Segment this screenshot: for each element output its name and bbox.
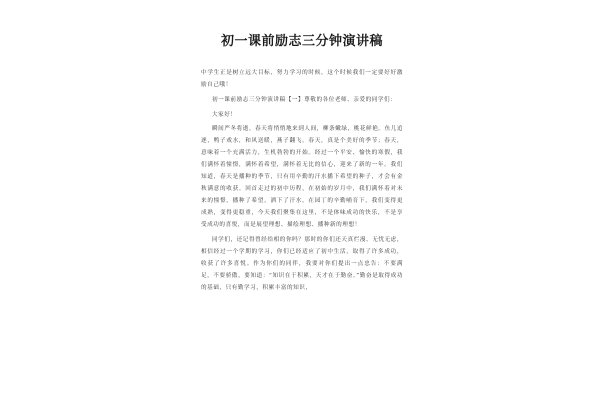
intro-paragraph: 中学生正是树立远大目标，努力学习的时候，这个时候我们一定要好好激励自己哦！ xyxy=(201,70,403,88)
greeting-paragraph: 大家好！ xyxy=(212,112,237,118)
document-body xyxy=(201,30,403,297)
body-paragraph: 同学们，还记得曾经给相的你吗？那时的你们还天真烂漫、无忧无虑，相信经过一个学期的学习，你们已经适应了初中生活，取得了许多成功，收获了许多喜悦。作为你们的同伴，我要对你们提出一点忠告：不要满足，不要骄傲，要知道：“知识在于积累，天才在于勤奋。”勤奋是取得成功的基础，只有勤学习，积累丰富的知识， xyxy=(201,237,403,291)
document-title: 初一课前励志三分钟演讲稿 xyxy=(220,34,383,49)
speech-heading-paragraph: 初一课前励志三分钟演讲稿【一】尊敬的各位老师、亲爱的同学们： xyxy=(212,97,397,103)
body-paragraph: 瞬间严冬将逝，春天将悄悄地来到人间，柳条嫩绿，桃花鲜艳。鱼儿追逐，鸭子戏水，和风送暖，燕子翻飞。春天，真是个美好的季节；春天，意味着一个充满活力，生机勃勃的开始。经过一个平安、愉快的寒假，我们满怀着憧憬，满怀着希望，满怀着无比的信心，迎来了新的一年。我们知道，春天是播种的季节，只有用辛勤的汗水播下希望的种子，才会有金秋满意的收获。回首走过的初中历程，在初始的岁月中，我们满怀着对未来的憧憬，播种了希望，洒下了汗水，在园丁的辛勤哺育下，我们变得更成熟，变得更稳重，今天我们聚集在这里，不是体味成功的快乐，不是享受成功的喜悦，而是展望理想、描绘理想、播种新的理想！ xyxy=(201,126,403,228)
